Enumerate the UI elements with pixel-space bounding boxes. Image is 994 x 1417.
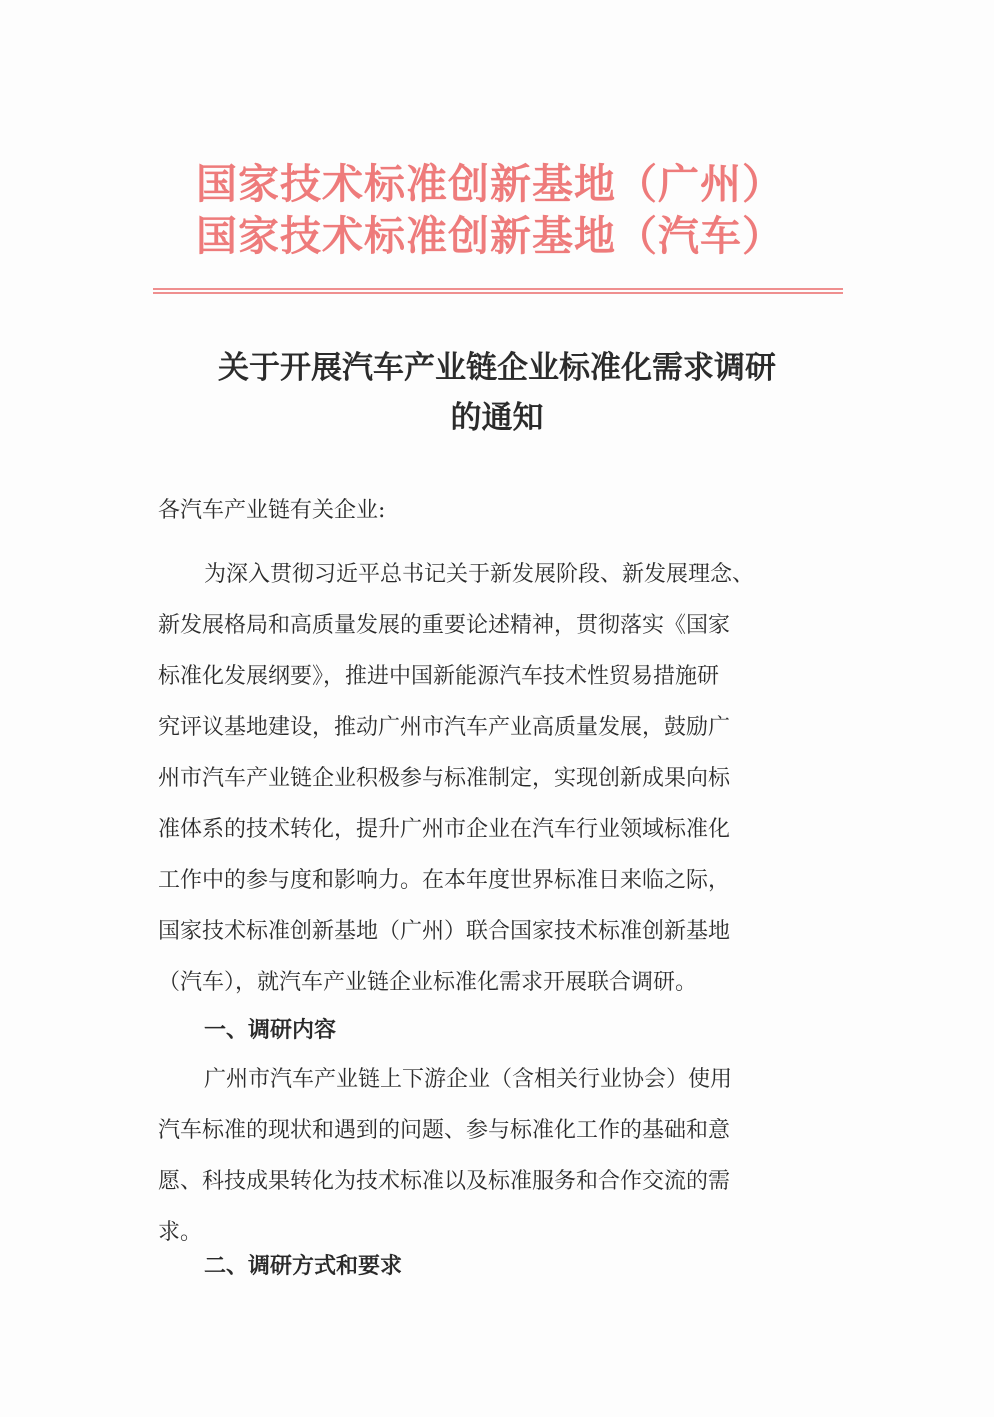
letterhead-line-auto: 国家技术标准创新基地（汽车） — [196, 212, 784, 260]
paragraph-line: 究评议基地建设，推动广州市汽车产业高质量发展，鼓励广 — [158, 715, 731, 740]
paragraph-line: 汽车标准的现状和遇到的问题、参与标准化工作的基础和意 — [158, 1118, 731, 1143]
title-line-2: 的通知 — [450, 400, 544, 436]
paragraph-line: 国家技术标准创新基地（广州）联合国家技术标准创新基地 — [158, 919, 731, 944]
paragraph-line: 愿、科技成果转化为技术标准以及标准服务和合作交流的需 — [158, 1169, 731, 1194]
paragraph-line: 准体系的技术转化，提升广州市企业在汽车行业领域标准化 — [158, 817, 731, 842]
letterhead-line-guangzhou: 国家技术标准创新基地（广州） — [196, 160, 784, 208]
paragraph-line: 广州市汽车产业链上下游企业（含相关行业协会）使用 — [204, 1067, 733, 1092]
intro-paragraph — [158, 549, 834, 1008]
title-line-1: 关于开展汽车产业链企业标准化需求调研 — [218, 350, 776, 386]
paragraph-line: 工作中的参与度和影响力。在本年度世界标准日来临之际， — [158, 868, 731, 893]
section-heading-method-requirements: 二、调研方式和要求 — [204, 1253, 403, 1279]
paragraph-line: 州市汽车产业链企业积极参与标准制定，实现创新成果向标 — [158, 766, 731, 791]
letterhead — [196, 158, 816, 262]
paragraph-line: 为深入贯彻习近平总书记关于新发展阶段、新发展理念、 — [204, 562, 755, 587]
paragraph-line: （汽车），就汽车产业链企业标准化需求开展联合调研。 — [158, 970, 698, 995]
salutation: 各汽车产业链有关企业: — [158, 498, 386, 523]
paragraph-line: 新发展格局和高质量发展的重要论述精神，贯彻落实《国家 — [158, 613, 731, 638]
paragraph-line: 标准化发展纲要》，推进中国新能源汽车技术性贸易措施研 — [158, 664, 720, 689]
section-heading-research-content: 一、调研内容 — [204, 1017, 337, 1043]
paragraph-line: 求。 — [158, 1220, 203, 1245]
research-content-paragraph — [158, 1054, 834, 1258]
document-title — [150, 343, 844, 443]
letterhead-divider — [153, 288, 843, 294]
